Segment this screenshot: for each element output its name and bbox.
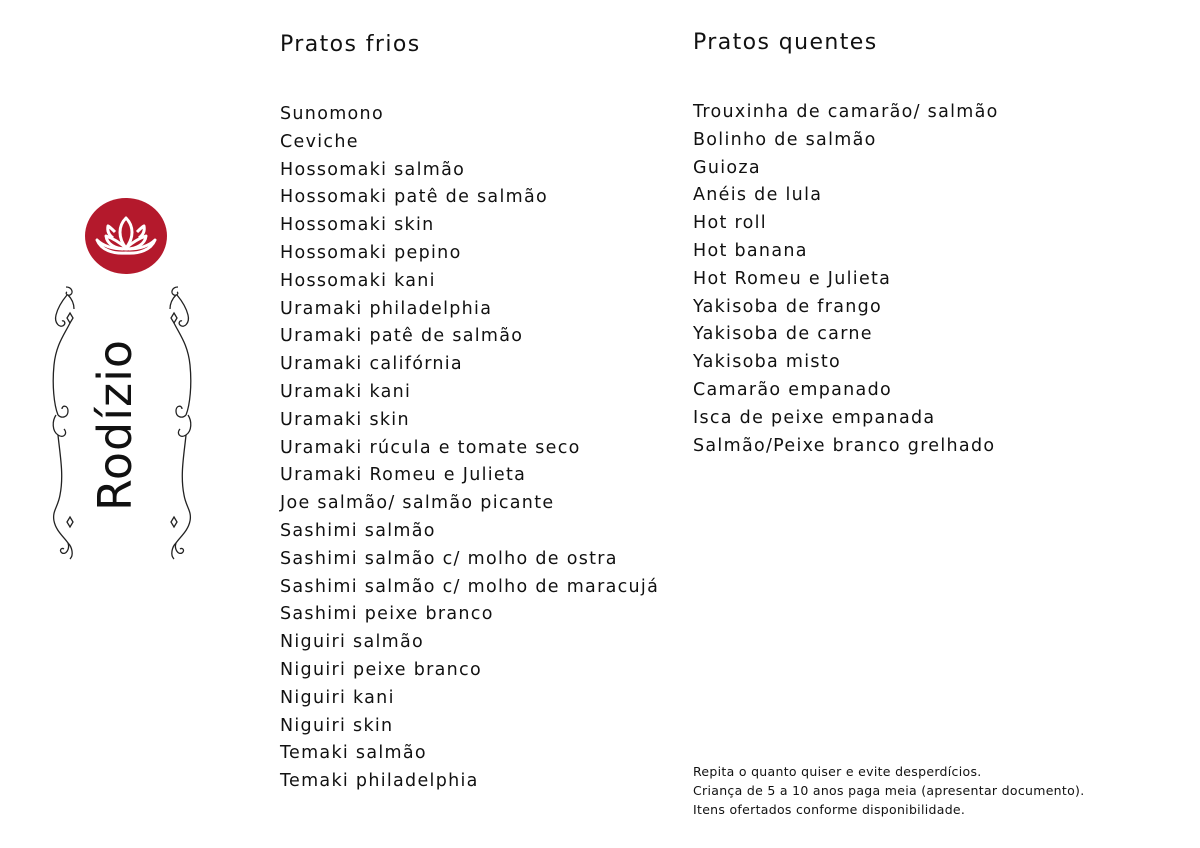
ornament-left	[50, 285, 84, 563]
ornament-right	[160, 285, 194, 563]
list-item: Isca de peixe empanada	[693, 407, 936, 428]
list-item: Temaki philadelphia	[280, 771, 479, 792]
list-item: Sashimi salmão c/ molho de ostra	[280, 548, 618, 569]
list-item: Sashimi salmão	[280, 520, 436, 541]
list-item: Hot banana	[693, 240, 808, 261]
list-item: Niguiri peixe branco	[280, 659, 482, 680]
cold-dishes-column	[280, 30, 670, 796]
list-item: Hossomaki pepino	[280, 242, 462, 263]
list-item: Hossomaki kani	[280, 270, 436, 291]
lotus-icon	[85, 198, 167, 274]
hot-dishes-list	[693, 99, 1093, 460]
cold-dishes-heading: Pratos frios	[280, 32, 421, 57]
list-item: Hot roll	[693, 213, 767, 234]
menu-title: Rodízio	[88, 338, 142, 512]
list-item: Guioza	[693, 157, 761, 178]
list-item: Sashimi peixe branco	[280, 604, 494, 625]
list-item: Joe salmão/ salmão picante	[280, 493, 555, 514]
list-item: Salmão/Peixe branco grelhado	[693, 435, 996, 456]
list-item: Uramaki califórnia	[280, 354, 463, 375]
hot-dishes-column	[693, 28, 1093, 460]
list-item: Uramaki philadelphia	[280, 298, 493, 319]
list-item: Uramaki rúcula e tomate seco	[280, 437, 581, 458]
list-item: Niguiri skin	[280, 715, 394, 736]
note-line: Repita o quanto quiser e evite desperdícios.	[693, 764, 982, 779]
list-item: Yakisoba misto	[693, 352, 842, 373]
note-line: Criança de 5 a 10 anos paga meia (apresentar documento).	[693, 783, 1085, 798]
list-item: Yakisoba de carne	[693, 324, 873, 345]
list-item: Hossomaki salmão	[280, 159, 466, 180]
menu-notes	[693, 762, 1113, 819]
lotus-logo	[85, 198, 167, 274]
list-item: Uramaki patê de salmão	[280, 326, 524, 347]
hot-dishes-heading: Pratos quentes	[693, 30, 878, 55]
list-item: Sashimi salmão c/ molho de maracujá	[280, 576, 660, 597]
list-item: Hossomaki patê de salmão	[280, 187, 548, 208]
list-item: Uramaki Romeu e Julieta	[280, 465, 527, 486]
list-item: Bolinho de salmão	[693, 129, 877, 150]
list-item: Uramaki skin	[280, 409, 410, 430]
list-item: Uramaki kani	[280, 381, 412, 402]
list-item: Temaki salmão	[280, 743, 427, 764]
list-item: Anéis de lula	[693, 185, 823, 206]
list-item: Camarão empanado	[693, 379, 892, 400]
list-item: Ceviche	[280, 131, 359, 152]
cold-dishes-list	[280, 101, 670, 796]
note-line: Itens ofertados conforme disponibilidade.	[693, 802, 966, 817]
list-item: Niguiri kani	[280, 687, 395, 708]
list-item: Hot Romeu e Julieta	[693, 268, 892, 289]
list-item: Hossomaki skin	[280, 215, 435, 236]
list-item: Yakisoba de frango	[693, 296, 883, 317]
list-item: Trouxinha de camarão/ salmão	[693, 102, 999, 122]
list-item: Sunomono	[280, 104, 384, 124]
list-item: Niguiri salmão	[280, 632, 425, 653]
